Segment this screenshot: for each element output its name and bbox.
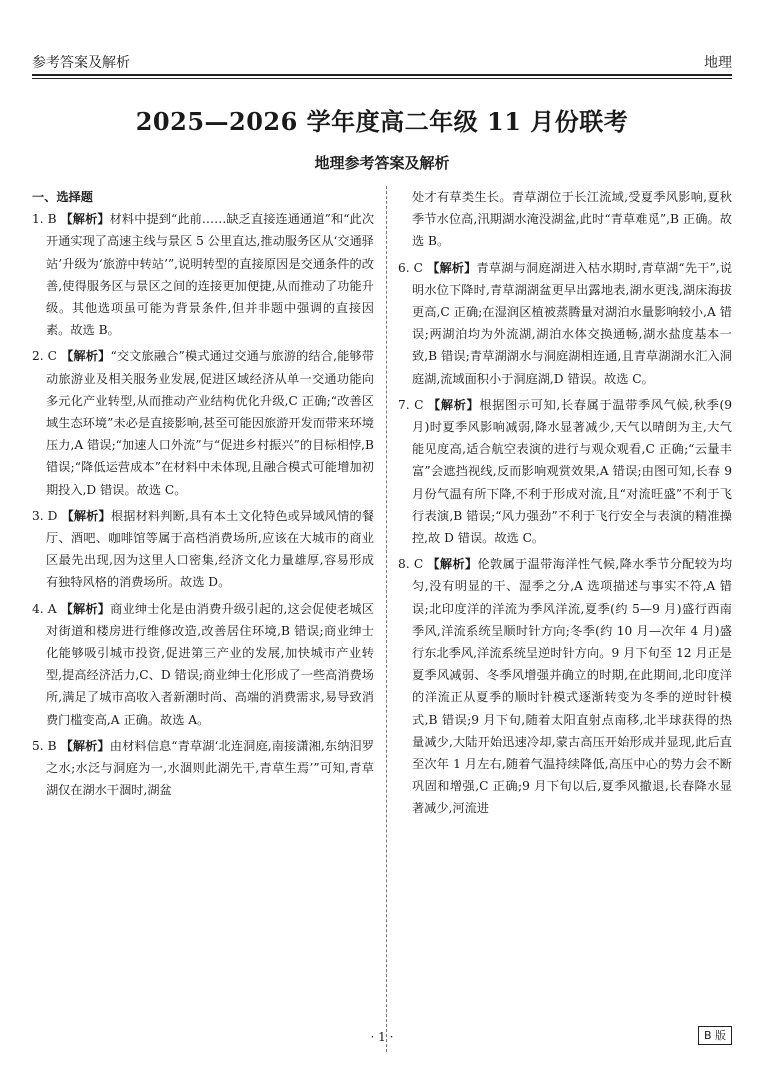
answer-number: 8. C — [398, 557, 424, 572]
header-rule-thin — [32, 78, 732, 79]
answer-text: 由材料信息“青草湖‘北连洞庭,南接潇湘,东纳汨罗之水;水泛与洞庭为一,水涸则此湖先干,青草生焉’”可知,青草湖仅在湖水干涸时,湖盆 — [46, 738, 375, 798]
answer-text: “交文旅融合”模式通过交通与旅游的结合,能够带动旅游业及相关服务业发展,促进区域经济从单一交通功能向多元化产业转型,从而推动产业结构优化升级,C 正确;“改善区域生态环境”未必是直接影响,甚至可能因旅游开发而带来环境压力,A 错误;“加速人口外流”与“促进乡村振兴”的目标相悖,B 错误;“降低运营成本”在材料中未体现,且融合模式可能增加初期投入,D 错误。故选 C。 — [46, 349, 375, 497]
analysis-tag: 【解析】 — [428, 397, 480, 412]
header-left: 参考答案及解析 — [32, 55, 130, 71]
answer-item-4 — [32, 598, 374, 731]
header-right: 地理 — [704, 55, 732, 71]
answer-item-8 — [398, 553, 732, 819]
page-number: · 1 · — [370, 1030, 394, 1044]
analysis-tag: 【解析】 — [61, 349, 111, 364]
answer-number: 5. B — [32, 738, 57, 753]
answer-text: 材料中提到“此前……缺乏直接连通通道”和“此次开通实现了高速主线与景区 5 公里直达,推动服务区从‘交通驿站’升级为‘旅游中转站’”,说明转型的直接原因是交通条件的改善,使得服务区与景区之间的连接更加便捷,从而推动了功能升级。其他选项虽可能为背景条件,但并非题中强调的直接因素。故选 B。 — [46, 212, 375, 338]
answer-text: 青草湖与洞庭湖进入枯水期时,青草湖“先干”,说明水位下降时,青草湖湖盆更早出露地表,湖水更浅,湖床海拔更高,C 正确;在湿润区植被蒸腾量对湖泊水量影响较小,A 错误;两湖泊均为外流湖,湖泊水体交换通畅,湖水盐度基本一致,B 错误;青草湖湖水与洞庭湖相连通,且青草湖湖水汇入洞庭湖,流域面积小于洞庭湖,D 错误。故选 C。 — [412, 260, 733, 386]
answer-text: 根据图示可知,长春属于温带季风气候,秋季(9 月)时夏季风影响减弱,降水显著减少,天气以晴朗为主,大气能见度高,适合航空表演的进行与观众观看,C 正确;“云量丰富”会遮挡视线,反而影响观赏效果,A 错误;由图可知,长春 9 月份气温有所下降,不利于形成对流,且“对流旺盛”不利于飞行表演,B 错误;“风力强劲”不利于飞行安全与表演的精准操控,故 D 错误。故选 C。 — [412, 397, 733, 546]
answer-item-1 — [32, 208, 374, 341]
page-header — [32, 48, 732, 72]
answer-text: 商业绅士化是由消费升级引起的,这会促使老城区对街道和楼房进行维修改造,改善居住环境,B 错误;商业绅士化能够吸引城市投资,促进第三产业的发展,加快城市产业转型,提高经济活力,C、D 错误;商业绅士化形成了一些高消费场所,满足了城市高收入者新潮时尚、高端的消费需求,易导致消费门槛变高,A 正确。故选 A。 — [46, 601, 375, 727]
left-column — [32, 186, 374, 805]
document-subtitle: 地理参考答案及解析 — [314, 154, 450, 172]
answer-number: 6. C — [398, 260, 424, 275]
analysis-tag: 【解析】 — [60, 212, 110, 227]
column-divider — [386, 186, 387, 1052]
answer-item-6 — [398, 257, 732, 390]
analysis-tag: 【解析】 — [427, 260, 477, 275]
answer-item-7 — [398, 394, 732, 549]
answer-number: 7. C — [398, 397, 424, 412]
right-column — [398, 186, 732, 824]
analysis-tag: 【解析】 — [427, 557, 478, 572]
section-heading: 一、选择题 — [32, 190, 93, 204]
answer-number: 2. C — [32, 349, 57, 364]
answer-item-5 — [32, 735, 374, 802]
analysis-tag: 【解析】 — [61, 508, 111, 523]
answer-number: 1. B — [32, 212, 57, 227]
answer-number: 3. D — [32, 508, 58, 523]
answer-number: 4. A — [32, 601, 57, 616]
answer-item-2 — [32, 345, 374, 500]
version-badge: B 版 — [698, 1026, 732, 1045]
document-title: 2025—2026 学年度高二年级 11 月份联考 — [135, 107, 629, 136]
analysis-tag: 【解析】 — [60, 738, 110, 753]
answer-text: 根据材料判断,具有本土文化特色或异域风情的餐厅、酒吧、咖啡馆等属于高档消费场所,应该在大城市的商业区最先出现,因为这里人口密集,经济文化力量雄厚,容易形成有独特风格的消费场所。故选 D。 — [46, 508, 375, 590]
header-rule-thick — [32, 74, 732, 76]
answer-item-3 — [32, 505, 374, 594]
answer-item-5-continued: 处才有草类生长。青草湖位于长江流域,受夏季风影响,夏秋季节水位高,汛期湖水淹没湖盆,此时“青草难觅”,B 正确。故选 B。 — [412, 190, 732, 249]
answer-text: 伦敦属于温带海洋性气候,降水季节分配较为均匀,没有明显的干、湿季之分,A 选项描述与事实不符,A 错误;北印度洋的洋流为季风洋流,夏季(约 5—9 月)盛行西南季风,洋流系统呈顺时针方向;冬季(约 10 月—次年 4 月)盛行东北季风,洋流系统呈逆时针方向。9 月下旬至 12 月正是夏季风减弱、冬季风增强并确立的时期,在此期间,北印度洋的洋流正从夏季的顺时针模式逐渐转变为冬季的逆时针模式,B 错误;9 月下旬,随着太阳直射点南移,北半球获得的热量减少,大陆开始迅速冷却,蒙古高压开始形成并显现,此后直至次年 1 月左右,随着气温持续降低,高压中心的势力会不断巩固和增强,C 正确;9 月下旬以后,夏季风撤退,长春降水显著减少,河流进 — [412, 557, 733, 816]
analysis-tag: 【解析】 — [60, 601, 111, 616]
